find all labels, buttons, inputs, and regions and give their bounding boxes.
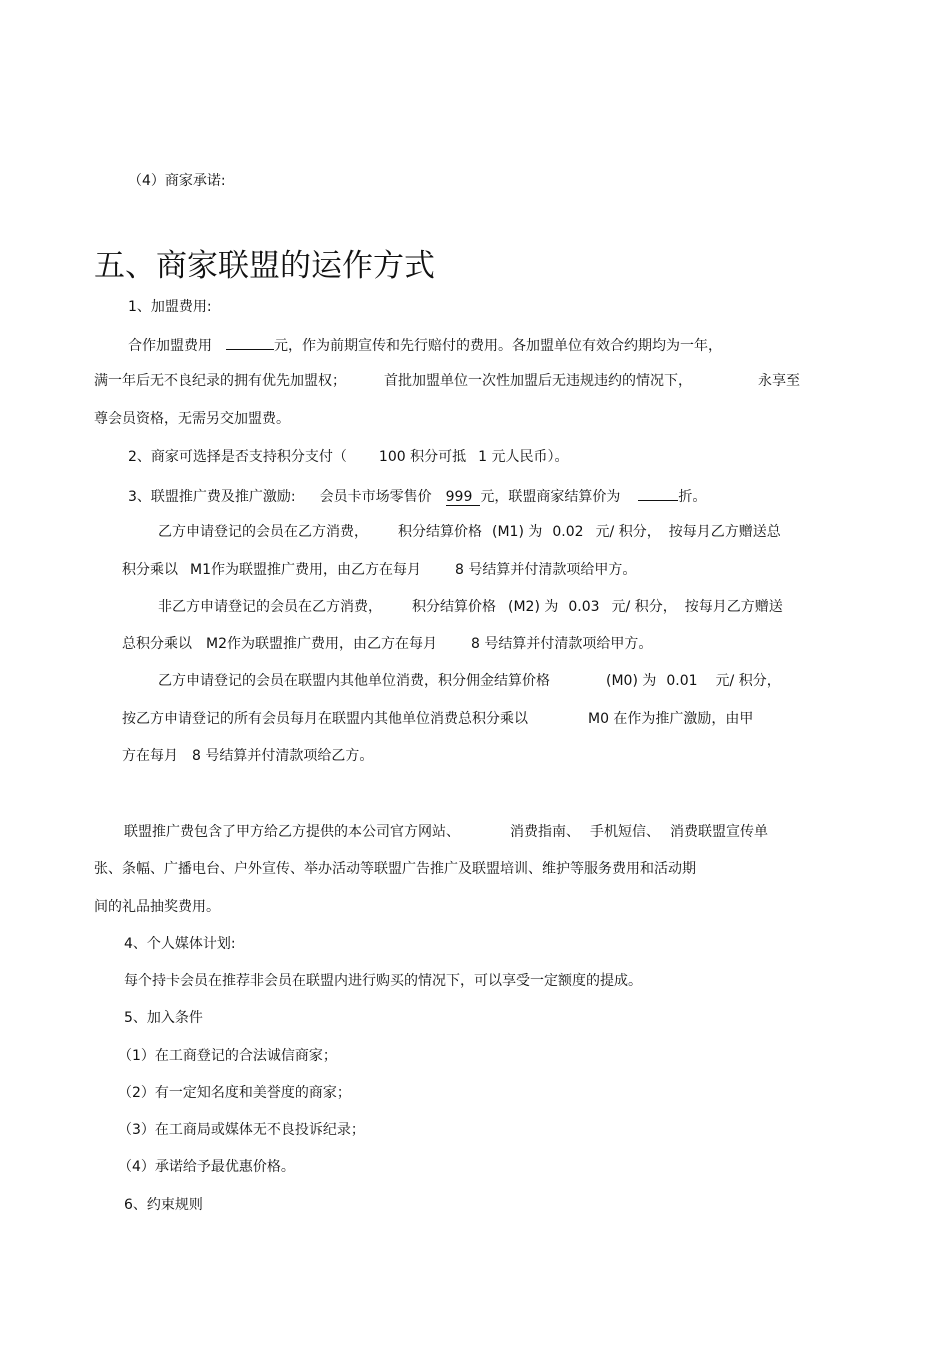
points-text: 2、商家可选择是否支持积分支付（ (128, 449, 347, 465)
m2-text: 按每月乙方赠送 (684, 599, 783, 615)
m1-price: 0.02 (552, 524, 584, 540)
promotion-text: 元，联盟商家结算价为 (480, 489, 621, 505)
points-text: 1 元人民币）。 (478, 449, 569, 465)
m0-text: M0 在作为推广激励，由甲 (588, 711, 754, 727)
fee-note-text: 消费联盟宣传单 (670, 824, 768, 840)
fee-paragraph-line-2 (94, 372, 692, 390)
commitment-heading: （4）商家承诺: (128, 173, 226, 189)
m0-text: 8 号结算并付清款项给乙方。 (192, 748, 374, 764)
m2-text: 积分结算价格 (412, 599, 496, 615)
fee-heading: 1、加盟费用: (128, 299, 212, 315)
m0-unit: 元/ 积分， (715, 673, 781, 689)
m2-text: 8 号结算并付清款项给甲方。 (471, 636, 653, 652)
fee-note-line-2: 张、条幅、广播电台、户外宣传、举办活动等联盟广告推广及联盟培训、维护等服务费用和活动期 (94, 861, 696, 877)
m2-text: M2作为联盟推广费用，由乙方在每月 (206, 636, 437, 652)
m1-text: M1作为联盟推广费用，由乙方在每月 (190, 562, 421, 578)
fee-text: 合作加盟费用 (128, 338, 212, 354)
media-plan-text: 每个持卡会员在推荐非会员在联盟内进行购买的情况下，可以享受一定额度的提成。 (124, 973, 642, 989)
m1-text: 8 号结算并付清款项给甲方。 (455, 562, 637, 578)
m0-text: 方在每月 (122, 748, 178, 764)
promotion-text: 会员卡市场零售价 (319, 489, 432, 505)
m1-text: 按每月乙方赠送总 (668, 524, 781, 540)
m0-line-2 (122, 710, 753, 728)
discount-blank (638, 486, 678, 501)
fee-text: 元，作为前期宣传和先行赔付的费用。各加盟单位有效合约期均为一年， (274, 338, 722, 354)
fee-text: 满一年后无不良纪录的拥有优先加盟权； (94, 373, 346, 389)
m1-text: 积分乘以 (122, 562, 178, 578)
m1-line-1 (158, 523, 781, 541)
m2-label: (M2) 为 (508, 599, 559, 615)
join-condition-item: （3）在工商局或媒体无不良投诉纪录； (118, 1122, 365, 1138)
m2-text: 非乙方申请登记的会员在乙方消费， (158, 599, 382, 615)
fee-note-line-1 (124, 823, 768, 841)
promotion-text: 折。 (678, 489, 707, 505)
m2-price: 0.03 (568, 599, 600, 615)
join-condition-item: （2）有一定知名度和美誉度的商家； (118, 1085, 351, 1101)
retail-price-value: 999 (446, 489, 481, 506)
m0-line-1 (158, 672, 781, 690)
m1-text: 积分结算价格 (398, 524, 482, 540)
m1-unit: 元/ 积分， (595, 524, 661, 540)
m0-text: 乙方申请登记的会员在联盟内其他单位消费，积分佣金结算价格 (158, 673, 550, 689)
promotion-heading-line (128, 486, 706, 506)
media-plan-heading: 4、个人媒体计划: (124, 936, 236, 952)
m1-text: 乙方申请登记的会员在乙方消费， (158, 524, 368, 540)
m2-line-1 (158, 598, 783, 616)
points-payment-line (128, 448, 568, 466)
m2-line-2 (122, 635, 652, 653)
m0-line-3 (122, 747, 373, 765)
m1-line-2 (122, 561, 636, 579)
m2-text: 总积分乘以 (122, 636, 192, 652)
m1-label: (M1) 为 (492, 524, 543, 540)
fee-text: 永享至 (758, 373, 800, 389)
fee-paragraph-line-3: 尊会员资格，无需另交加盟费。 (94, 411, 290, 427)
fee-text: 首批加盟单位一次性加盟后无违规违约的情况下， (384, 373, 692, 389)
fee-note-text: 手机短信、 (590, 824, 660, 840)
m0-text: 按乙方申请登记的所有会员每月在联盟内其他单位消费总积分乘以 (122, 711, 528, 727)
m0-price: 0.01 (666, 673, 698, 689)
section-title: 五、商家联盟的运作方式 (94, 248, 435, 284)
m2-unit: 元/ 积分， (611, 599, 677, 615)
points-text: 100 积分可抵 (378, 449, 467, 465)
fee-note-text: 消费指南、 (510, 824, 580, 840)
join-condition-item: （4）承诺给予最优惠价格。 (118, 1159, 295, 1175)
rules-heading: 6、约束规则 (124, 1197, 203, 1213)
join-condition-item: （1）在工商登记的合法诚信商家； (118, 1048, 337, 1064)
m0-label: (M0) 为 (606, 673, 657, 689)
join-conditions-heading: 5、加入条件 (124, 1010, 203, 1026)
fee-note-line-3: 间的礼品抽奖费用。 (94, 899, 220, 915)
promotion-heading: 3、联盟推广费及推广激励: (128, 489, 296, 505)
fee-paragraph-line-1 (128, 335, 722, 355)
fee-note-text: 联盟推广费包含了甲方给乙方提供的本公司官方网站、 (124, 824, 460, 840)
fee-amount-blank (226, 335, 274, 350)
